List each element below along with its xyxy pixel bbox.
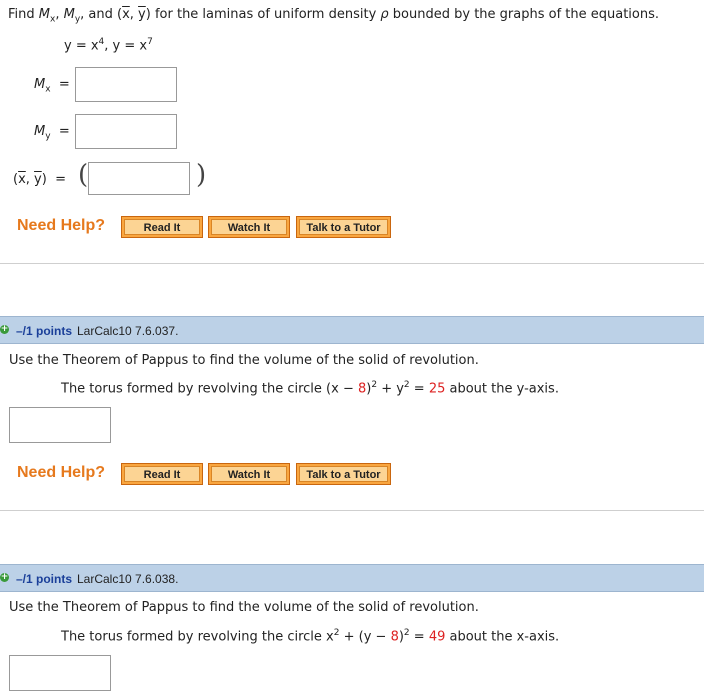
points-label: –/1 points xyxy=(16,324,73,338)
need-help-label: Need Help? xyxy=(17,217,106,234)
talk-to-tutor-button[interactable]: Talk to a Tutor xyxy=(296,216,391,238)
q3-answer-input[interactable] xyxy=(9,655,111,691)
my-label: $M_y$ = xyxy=(34,124,70,142)
read-it-button[interactable]: Read It xyxy=(121,463,203,485)
q2-answer-input[interactable] xyxy=(9,407,111,443)
q3-torus: The torus formed by revolving the circle $x^2 + (y - 8)^2 = 49$ about the x-axis. xyxy=(61,628,560,645)
read-it-button[interactable]: Read It xyxy=(121,216,203,238)
right-paren: ) xyxy=(196,160,207,190)
q2-torus: The torus formed by revolving the circle $(x - 8)^2 + y^2 = 25$ about the y-axis. xyxy=(61,380,559,397)
q3-instruction: Use the Theorem of Pappus to find the volume of the solid of revolution. xyxy=(9,600,479,615)
divider xyxy=(0,510,704,511)
watch-it-button[interactable]: Watch It xyxy=(208,216,290,238)
left-paren: ( xyxy=(78,160,89,190)
talk-to-tutor-button[interactable]: Talk to a Tutor xyxy=(296,463,391,485)
watch-it-button[interactable]: Watch It xyxy=(208,463,290,485)
mx-input[interactable] xyxy=(75,67,177,102)
expand-icon[interactable]: + xyxy=(0,572,9,582)
points-label: –/1 points xyxy=(16,572,73,586)
question-code: LarCalc10 7.6.038. xyxy=(77,572,179,586)
question-header xyxy=(0,564,704,592)
my-input[interactable] xyxy=(75,114,177,149)
need-help-label: Need Help? xyxy=(17,464,106,481)
question-header xyxy=(0,316,704,344)
question-code: LarCalc10 7.6.037. xyxy=(77,324,179,338)
q1-prompt: Find $M_x$, $M_y$, and ($\overline{x}$, $\overline{y}$) for the laminas of uniform density ρ bounded by the graphs of the equations. xyxy=(8,7,660,25)
q1-equations: $y = x^4$, $y = x^7$ xyxy=(64,37,153,54)
centroid-label: ($\overline{x}$, $\overline{y}$) = xyxy=(13,172,66,187)
mx-label: $M_x$ = xyxy=(34,77,70,95)
centroid-input[interactable] xyxy=(88,162,190,195)
divider xyxy=(0,263,704,264)
expand-icon[interactable]: + xyxy=(0,324,9,334)
q2-instruction: Use the Theorem of Pappus to find the volume of the solid of revolution. xyxy=(9,353,479,368)
